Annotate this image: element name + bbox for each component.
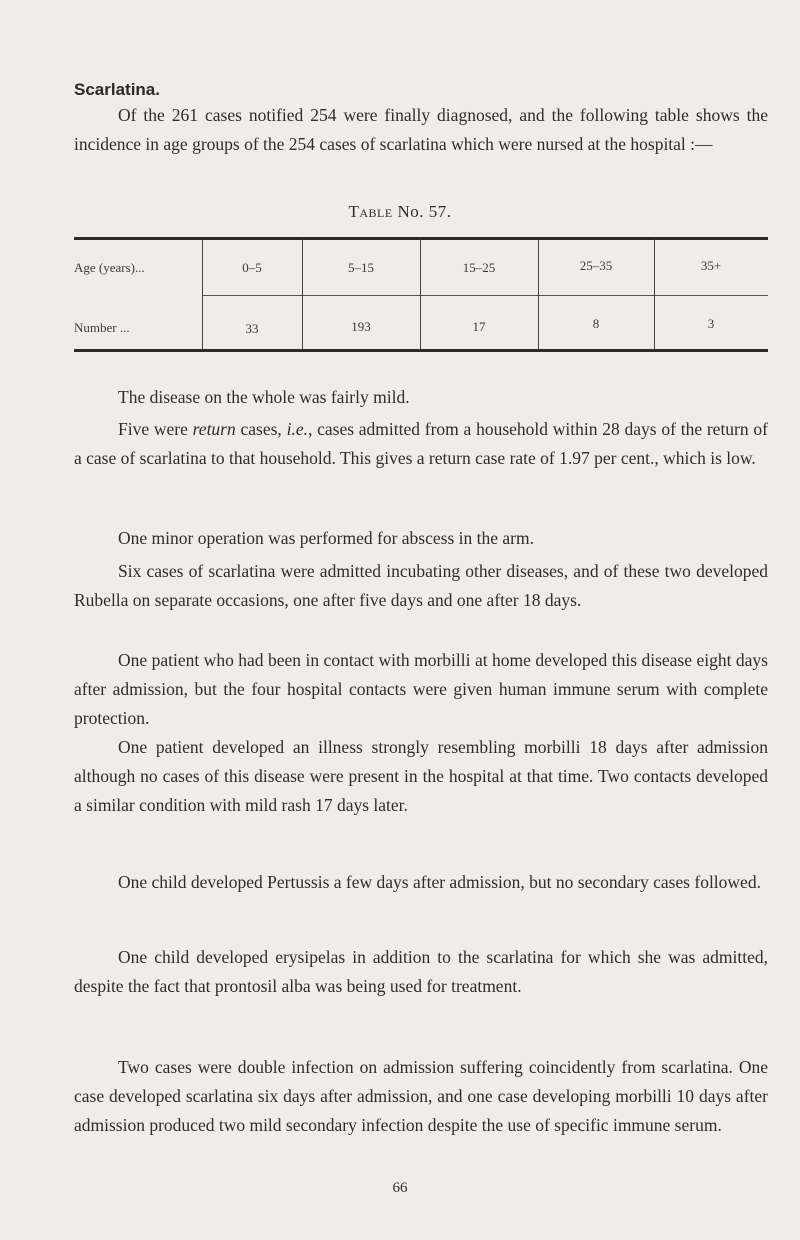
table-caption bbox=[0, 202, 800, 222]
age-cell: 5–15 bbox=[348, 260, 374, 275]
text-run: cases, bbox=[235, 419, 287, 439]
column-divider bbox=[654, 239, 655, 349]
text-run: , cases admitted from a household within 28 days of the return of a case of scarlatina to that household. This gives a return case rate of 1.97 per cent., which is low. bbox=[74, 419, 768, 468]
italic-term: return bbox=[192, 419, 236, 439]
table-caption-prefix: Table bbox=[348, 202, 393, 221]
number-cell: 193 bbox=[351, 319, 371, 334]
paragraph-operation: One minor operation was performed for abscess in the arm. bbox=[118, 528, 534, 548]
section-heading: Scarlatina. bbox=[74, 80, 160, 99]
age-cell: 0–5 bbox=[242, 260, 262, 275]
row-label-number: Number ... bbox=[74, 320, 130, 335]
number-cell: 33 bbox=[245, 321, 259, 336]
paragraph-double-infection: Two cases were double infection on admission suffering coincidently from scarlatina. One case developed scarlatina six days after admission, and one case developing morbilli 10 days after admission produced two mild secondary infection despite the use of specific immune serum. bbox=[74, 1057, 768, 1135]
table-middle-rule bbox=[202, 295, 768, 296]
age-cell: 35+ bbox=[700, 258, 722, 273]
paragraph-pertussis: One child developed Pertussis a few days after admission, but no secondary cases followed. bbox=[118, 872, 761, 892]
table-top-rule bbox=[74, 237, 768, 240]
table-bottom-rule bbox=[74, 349, 768, 352]
paragraph-erysipelas: One child developed erysipelas in addition to the scarlatina for which she was admitted, despite the fact that prontosil alba was being used for treatment. bbox=[74, 947, 768, 996]
paragraph-mildness: The disease on the whole was fairly mild. bbox=[118, 387, 410, 407]
text-run: Five were bbox=[118, 419, 193, 439]
intro-paragraph: Of the 261 cases notified 254 were finally diagnosed, and the following table shows the incidence in age groups of the 254 cases of scarlatina which were nursed at the hospital :— bbox=[74, 105, 768, 154]
table-caption-number: No. 57. bbox=[397, 202, 452, 221]
paragraph-incubating: Six cases of scarlatina were admitted incubating other diseases, and of these two developed Rubella on separate occasions, one after five days and one after 18 days. bbox=[74, 561, 768, 610]
page-number: 66 bbox=[392, 1180, 408, 1196]
paragraph-return-cases bbox=[74, 415, 768, 473]
italic-term: i.e. bbox=[286, 419, 308, 439]
number-cell: 3 bbox=[707, 316, 715, 331]
age-cell: 25–35 bbox=[579, 258, 613, 273]
age-incidence-table bbox=[74, 237, 768, 352]
age-cell: 15–25 bbox=[462, 260, 496, 275]
number-cell: 17 bbox=[472, 319, 486, 334]
column-divider bbox=[538, 239, 539, 349]
row-label-age: Age (years)... bbox=[74, 260, 145, 275]
paragraph-morbilli-contact: One patient who had been in contact with morbilli at home developed this disease eight days after admission, but the four hospital contacts were given human immune serum with complete protection. bbox=[74, 650, 768, 728]
paragraph-morbilli-like-illness: One patient developed an illness strongly resembling morbilli 18 days after admission although no cases of this disease were present in the hospital at that time. Two contacts developed a similar condition with mild rash 17 days later. bbox=[74, 737, 768, 815]
number-cell: 8 bbox=[592, 316, 600, 331]
